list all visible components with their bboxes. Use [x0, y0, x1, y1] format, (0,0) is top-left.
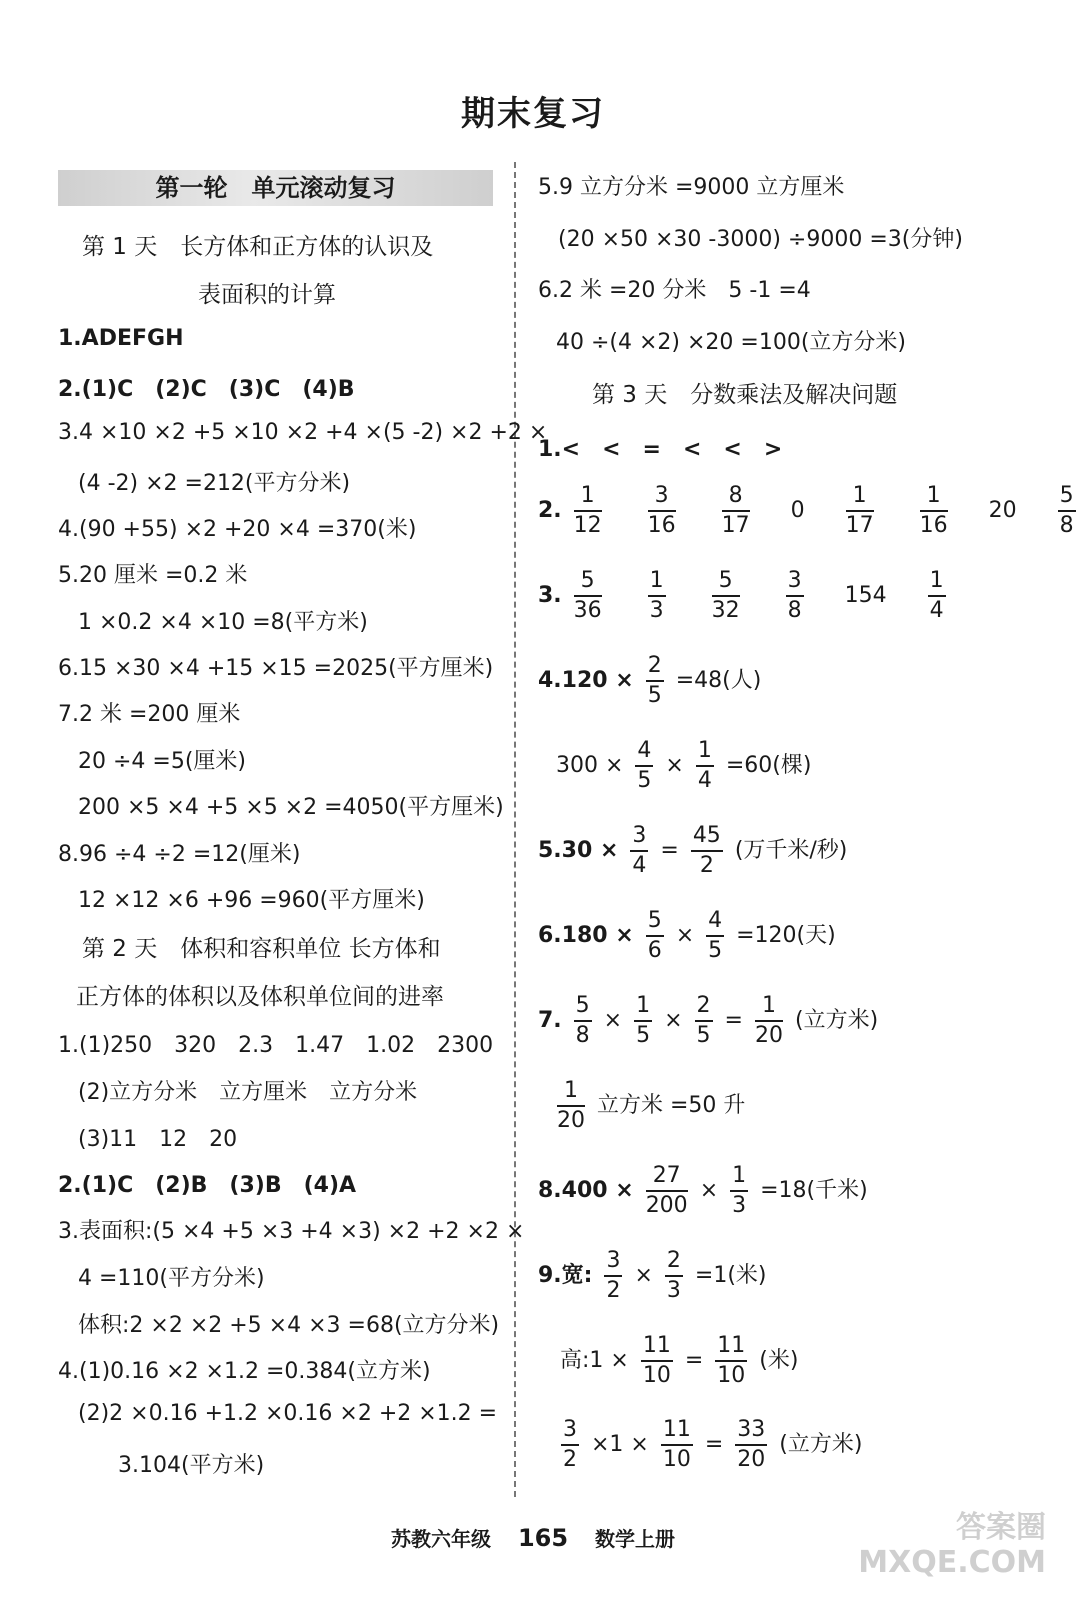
fraction: $\frac{1}{4}$: [929, 568, 944, 623]
answer-line: 4 =110(平方分米): [78, 1266, 265, 1291]
day3-heading: 第 3 天 分数乘法及解决问题: [592, 382, 898, 408]
expression-part: 4.120 ×: [538, 668, 634, 693]
expression-part: 高:1 ×: [560, 1348, 629, 1373]
answer-line: 5.20 厘米 =0.2 米: [58, 563, 248, 588]
fraction: $\frac{3}{2}$: [606, 1248, 621, 1303]
day1-heading-1: 第 1 天 长方体和正方体的认识及: [82, 234, 434, 260]
footer-book: 数学上册: [595, 1527, 676, 1551]
operator: ×: [675, 923, 695, 948]
day2-heading-1: 第 2 天 体积和容积单位 长方体和: [82, 936, 441, 962]
fraction-answer-line: [538, 482, 1081, 540]
fraction: $\frac{33}{20}$: [737, 1417, 766, 1472]
fraction: $\frac{1}{5}$: [636, 993, 651, 1048]
fraction-answer-line: [538, 1162, 868, 1220]
item-number: 3.: [538, 583, 562, 608]
answer-line: 12 ×12 ×6 +96 =960(平方厘米): [78, 888, 425, 913]
footer-grade: 苏教六年级: [390, 1527, 491, 1551]
expression-part: 9.宽:: [538, 1263, 593, 1288]
fraction: $\frac{45}{2}$: [692, 823, 721, 878]
answer-line: 6.2 米 =20 分米 5 -1 =4: [538, 278, 811, 303]
answer-line: 3.表面积:(5 ×4 +5 ×3 +4 ×3) ×2 +2 ×2 ×: [58, 1219, 525, 1244]
answer-line: 体积:2 ×2 ×2 +5 ×4 ×3 =68(立方分米): [78, 1313, 500, 1338]
answer-line: 20 ÷4 =5(厘米): [78, 749, 247, 774]
fraction-answer-line: [538, 822, 847, 880]
fraction-answer-line: [538, 992, 878, 1050]
fraction: $\frac{5}{6}$: [647, 908, 662, 963]
page-title: 期末复习: [461, 94, 605, 134]
section-banner: 第一轮 单元滚动复习: [58, 170, 493, 206]
fraction: $\frac{4}{5}$: [708, 908, 723, 963]
value: 154: [844, 583, 887, 608]
expression-part: 6.180 ×: [538, 923, 634, 948]
fraction: $\frac{11}{10}$: [717, 1333, 746, 1388]
expression-part: =120(天): [736, 923, 836, 948]
fraction-answer-line: [552, 1077, 745, 1135]
answer-line: 6.15 ×30 ×4 +15 ×15 =2025(平方厘米): [58, 656, 494, 681]
fraction: $\frac{11}{10}$: [662, 1417, 691, 1472]
expression-part: (立方米): [794, 1008, 879, 1033]
fraction: $\frac{1}{3}$: [732, 1163, 747, 1218]
answer-line: 3.104(平方米): [118, 1453, 265, 1478]
expression-part: =18(千米): [760, 1178, 868, 1203]
fraction: $\frac{27}{200}$: [645, 1163, 688, 1218]
item-number: 2.: [538, 498, 562, 523]
expression-part: 立方米 =50 升: [597, 1093, 746, 1118]
fraction: $\frac{4}{5}$: [637, 738, 652, 793]
expression-part: (立方米): [779, 1432, 863, 1457]
day2-heading-2: 正方体的体积以及体积单位间的进率: [76, 984, 444, 1010]
fraction-answer-line: [556, 737, 811, 795]
fraction: $\frac{1}{17}$: [845, 483, 874, 538]
fraction-answer-line: [538, 907, 836, 965]
operator: =: [684, 1348, 704, 1373]
answer-line: (2)2 ×0.16 +1.2 ×0.16 ×2 +2 ×1.2 =: [78, 1401, 498, 1426]
answer-line: 7.2 米 =200 厘米: [58, 702, 241, 727]
fraction: $\frac{1}{3}$: [649, 568, 664, 623]
fraction: $\frac{1}{20}$: [754, 993, 783, 1048]
answer-line: 4.(90 +55) ×2 +20 ×4 =370(米): [58, 517, 417, 542]
fraction: $\frac{11}{10}$: [642, 1333, 671, 1388]
answer-line: (4 -2) ×2 =212(平方分米): [78, 471, 351, 496]
expression-part: =1(米): [694, 1263, 767, 1288]
expression-part: =60(棵): [725, 753, 812, 778]
fraction-answer-line: [538, 652, 761, 710]
expression-part: 5.30 ×: [538, 838, 619, 863]
answer-line: 4.(1)0.16 ×2 ×1.2 =0.384(立方米): [58, 1359, 431, 1384]
fraction: $\frac{2}{3}$: [666, 1248, 681, 1303]
page-number: 165: [517, 1524, 569, 1552]
fraction: $\frac{1}{12}$: [573, 483, 602, 538]
fraction: $\frac{3}{16}$: [647, 483, 676, 538]
fraction: $\frac{1}{16}$: [919, 483, 948, 538]
fraction: $\frac{2}{5}$: [696, 993, 711, 1048]
value: 0: [790, 498, 805, 523]
fraction: $\frac{3}{2}$: [563, 1417, 577, 1472]
answer-line: 3.4 ×10 ×2 +5 ×10 ×2 +4 ×(5 -2) ×2 +2 ×: [58, 420, 548, 445]
fraction: $\frac{2}{5}$: [647, 653, 662, 708]
fraction-answer-line: [538, 1247, 767, 1305]
answer-line: 2.(1)C (2)B (3)B (4)A: [58, 1173, 357, 1198]
fraction: $\frac{5}{36}$: [573, 568, 602, 623]
operator: ×: [603, 1008, 623, 1033]
fraction: $\frac{5}{32}$: [711, 568, 740, 623]
expression-part: 8.400 ×: [538, 1178, 634, 1203]
day1-heading-2: 表面积的计算: [198, 282, 336, 308]
operator: ×: [664, 1008, 683, 1033]
expression-part: (万千米/秒): [734, 838, 848, 863]
answer-line: 8.96 ÷4 ÷2 =12(厘米): [58, 842, 301, 867]
fraction: $\frac{5}{8}$: [575, 993, 590, 1048]
fraction: $\frac{3}{4}$: [632, 823, 647, 878]
expression-part: 300 ×: [556, 753, 624, 778]
answer-line: (3)11 12 20: [78, 1127, 238, 1152]
answer-line: 200 ×5 ×4 +5 ×5 ×2 =4050(平方厘米): [78, 795, 504, 820]
fraction-answer-line: [556, 1416, 862, 1474]
answer-line: 5.9 立方分米 =9000 立方厘米: [538, 175, 845, 200]
column-divider: [514, 162, 516, 1497]
value: 20: [988, 498, 1017, 523]
expression-part: ×1 ×: [591, 1432, 649, 1457]
fraction-answer-line: [560, 1332, 798, 1390]
fraction: $\frac{3}{8}$: [787, 568, 802, 623]
fraction: $\frac{8}{17}$: [721, 483, 750, 538]
operator: ×: [634, 1263, 653, 1288]
item-number: 7.: [538, 1008, 562, 1033]
answer-line: 1.ADEFGH: [58, 326, 184, 351]
operator: ×: [665, 753, 684, 778]
operator: ×: [699, 1178, 719, 1203]
answer-line: 1 ×0.2 ×4 ×10 =8(平方米): [78, 610, 368, 635]
operator: =: [704, 1432, 724, 1457]
fraction: $\frac{5}{8}$: [1059, 483, 1074, 538]
answer-line: 40 ÷(4 ×2) ×20 =100(立方分米): [556, 330, 907, 355]
answer-line: 1.< < = < < >: [538, 437, 783, 462]
fraction-answer-line: [538, 567, 951, 625]
expression-part: (米): [759, 1348, 799, 1373]
operator: =: [724, 1008, 743, 1033]
watermark-logo: 答案圈 MXQE.COM: [858, 1510, 1046, 1580]
answer-line: (2)立方分米 立方厘米 立方分米: [78, 1080, 418, 1105]
fraction: $\frac{1}{20}$: [557, 1078, 585, 1133]
operator: =: [660, 838, 679, 863]
answer-line: 1.(1)250 320 2.3 1.47 1.02 2300: [58, 1033, 494, 1058]
answer-line: 2.(1)C (2)C (3)C (4)B: [58, 377, 355, 402]
expression-part: =48(人): [675, 668, 762, 693]
fraction: $\frac{1}{4}$: [697, 738, 712, 793]
answer-line: (20 ×50 ×30 -3000) ÷9000 =3(分钟): [558, 227, 963, 252]
